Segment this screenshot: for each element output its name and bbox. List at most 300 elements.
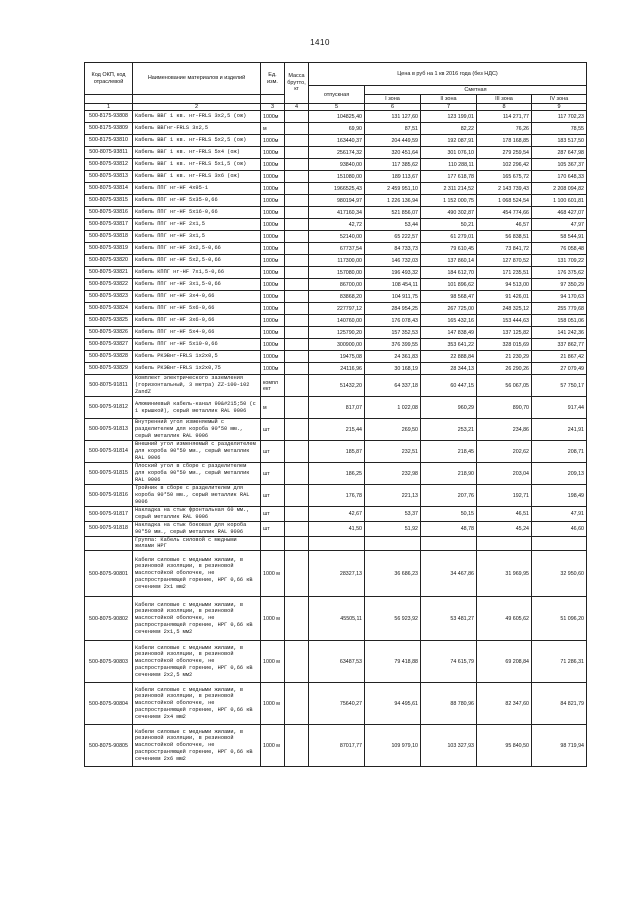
row-zone-1-price: 131 127,60 xyxy=(365,111,421,123)
row-zone-2-price: 353 641,22 xyxy=(421,339,477,351)
row-unit: 1000м xyxy=(261,207,285,219)
row-name: Внешний угол изменяемый с разделителем для короба 90*50 мм., серый металлик RAL 9006 xyxy=(133,441,261,463)
table-row xyxy=(85,147,587,159)
row-zone-4-price: 241,91 xyxy=(532,419,587,441)
row-release-price: 300900,00 xyxy=(309,339,365,351)
row-zone-2-price: 218,90 xyxy=(421,463,477,485)
row-zone-3-price: 203,04 xyxy=(477,463,532,485)
row-zone-2-price: 123 199,01 xyxy=(421,111,477,123)
row-zone-4-price: 337 862,77 xyxy=(532,339,587,351)
row-code: 500-8075-93818 xyxy=(85,231,133,243)
row-unit: 1000м xyxy=(261,327,285,339)
row-name: Кабель ВВГнг-FRLS 3х2,5 xyxy=(133,123,261,135)
row-mass xyxy=(285,363,309,375)
row-code: 500-8075-93829 xyxy=(85,363,133,375)
row-unit: 1000м xyxy=(261,363,285,375)
row-mass xyxy=(285,597,309,641)
row-zone-3-price: 26 290,26 xyxy=(477,363,532,375)
row-zone-4-price: 287 647,98 xyxy=(532,147,587,159)
row-name: Кабель ППГ нг-HF 3х2,5-0,66 xyxy=(133,243,261,255)
row-code: 500-8075-90804 xyxy=(85,683,133,725)
row-name: Кабель ППГ нг-HF 5х35-0,66 xyxy=(133,195,261,207)
row-zone-3-price: 94 513,00 xyxy=(477,279,532,291)
row-code: 500-9075-91818 xyxy=(85,521,133,536)
row-zone-1-price: 65 222,57 xyxy=(365,231,421,243)
header-zone-3: III зона xyxy=(477,95,532,104)
row-name: Кабель ВВГ 1 кв. нг-FRLS 3х2,5 (ож) xyxy=(133,111,261,123)
header-mass: Масса брутто, кг xyxy=(285,63,309,104)
row-zone-2-price: 103 327,93 xyxy=(421,725,477,767)
row-zone-3-price: 248 325,12 xyxy=(477,303,532,315)
table-row xyxy=(85,485,587,507)
row-zone-1-price: 117 385,62 xyxy=(365,159,421,171)
row-mass xyxy=(285,303,309,315)
row-code: 500-8075-93821 xyxy=(85,267,133,279)
price-table-body xyxy=(85,111,587,767)
row-zone-4-price: 47,97 xyxy=(532,219,587,231)
row-unit: м xyxy=(261,123,285,135)
row-name: Кабель ВВГ 1 кв. нг-FRLS 5х1,5 (ож) xyxy=(133,159,261,171)
row-zone-4-price: 1 100 601,81 xyxy=(532,195,587,207)
table-row xyxy=(85,159,587,171)
row-mass xyxy=(285,183,309,195)
row-release-price: 140760,00 xyxy=(309,315,365,327)
column-number: 1 xyxy=(85,104,133,111)
row-zone-1-price: 189 113,67 xyxy=(365,171,421,183)
row-mass xyxy=(285,291,309,303)
row-code: 500-8175-93809 xyxy=(85,123,133,135)
table-row xyxy=(85,291,587,303)
row-unit: 1000м xyxy=(261,159,285,171)
row-zone-2-price: 165 432,16 xyxy=(421,315,477,327)
row-code: 500-9075-91816 xyxy=(85,485,133,507)
row-name: Накладка на стык фронтальная 60 мм., серый металлик RAL 9006 xyxy=(133,507,261,522)
row-zone-3-price: 153 444,63 xyxy=(477,315,532,327)
row-mass xyxy=(285,219,309,231)
header-zone-1: I зона xyxy=(365,95,421,104)
row-release-price: 151080,00 xyxy=(309,171,365,183)
row-unit: 1000м xyxy=(261,183,285,195)
row-code: 500-8075-93811 xyxy=(85,147,133,159)
row-zone-1-price: 269,50 xyxy=(365,419,421,441)
row-zone-3-price: 56 067,05 xyxy=(477,375,532,397)
group-row xyxy=(85,536,587,551)
row-release-price: 67737,54 xyxy=(309,243,365,255)
row-zone-2-price: 98 568,47 xyxy=(421,291,477,303)
row-zone-3-price: 45,24 xyxy=(477,521,532,536)
row-zone-2-price: 177 618,78 xyxy=(421,171,477,183)
row-zone-3-price: 82 347,60 xyxy=(477,683,532,725)
row-name: Группа: Кабель силовой с медными жилами НРГ xyxy=(133,536,261,551)
row-zone-1-price: 146 732,03 xyxy=(365,255,421,267)
row-unit: 1000м xyxy=(261,135,285,147)
row-code: 500-8075-90805 xyxy=(85,725,133,767)
row-zone-2-price: 147 838,49 xyxy=(421,327,477,339)
row-release-price: 256174,32 xyxy=(309,147,365,159)
row-name: Кабель ППГ нг-HF 4х95-1 xyxy=(133,183,261,195)
row-code: 500-8075-93814 xyxy=(85,183,133,195)
row-zone-2-price xyxy=(421,536,477,551)
row-name: Внутренний угол изменяемый с разделителем для короба 90*50 мм., серый металлик RAL 9006 xyxy=(133,419,261,441)
row-mass xyxy=(285,159,309,171)
column-number: 7 xyxy=(421,104,477,111)
header-zone-2: II зона xyxy=(421,95,477,104)
row-zone-4-price: 2 208 094,82 xyxy=(532,183,587,195)
row-mass xyxy=(285,171,309,183)
row-zone-2-price: 101 896,62 xyxy=(421,279,477,291)
column-number: 9 xyxy=(532,104,587,111)
row-zone-2-price: 110 288,11 xyxy=(421,159,477,171)
header-zone-4: IV зона xyxy=(532,95,587,104)
row-mass xyxy=(285,419,309,441)
row-zone-2-price: 253,21 xyxy=(421,419,477,441)
row-zone-3-price: 279 259,54 xyxy=(477,147,532,159)
row-release-price: 125790,20 xyxy=(309,327,365,339)
row-zone-2-price: 82,22 xyxy=(421,123,477,135)
row-name: Кабель ППГ нг-HF 3х1,5-0,66 xyxy=(133,279,261,291)
row-zone-3-price: 76,26 xyxy=(477,123,532,135)
row-release-price: 417160,34 xyxy=(309,207,365,219)
row-zone-1-price: 53,37 xyxy=(365,507,421,522)
row-zone-4-price: 27 079,49 xyxy=(532,363,587,375)
row-mass xyxy=(285,315,309,327)
table-row xyxy=(85,231,587,243)
row-zone-1-price: 2 459 951,10 xyxy=(365,183,421,195)
row-name: Накладка на стык боковая для короба 90*50 мм., серый металлик RAL 9006 xyxy=(133,521,261,536)
row-zone-3-price: 46,51 xyxy=(477,507,532,522)
row-name: Кабель РКЭВнг-FRLS 1х2х0,5 xyxy=(133,351,261,363)
row-release-price: 163440,37 xyxy=(309,135,365,147)
row-zone-3-price: 69 208,84 xyxy=(477,641,532,683)
row-release-price: 51432,20 xyxy=(309,375,365,397)
row-unit: 1000м xyxy=(261,291,285,303)
header-unit-blank xyxy=(261,95,285,104)
row-mass xyxy=(285,507,309,522)
row-zone-4-price: 51 096,20 xyxy=(532,597,587,641)
row-zone-2-price: 74 615,79 xyxy=(421,641,477,683)
table-row xyxy=(85,183,587,195)
row-mass xyxy=(285,207,309,219)
row-release-price xyxy=(309,536,365,551)
row-unit: м xyxy=(261,397,285,419)
row-name: Кабель ППГ нг-HF 5х4-0,66 xyxy=(133,327,261,339)
row-zone-4-price: 105 367,37 xyxy=(532,159,587,171)
table-row xyxy=(85,551,587,597)
row-code: 500-9075-91815 xyxy=(85,463,133,485)
table-row xyxy=(85,171,587,183)
row-zone-4-price: 209,13 xyxy=(532,463,587,485)
table-row xyxy=(85,255,587,267)
row-unit: 1000м xyxy=(261,243,285,255)
row-name: Комплект электрического заземления (горизонтальный, 3 метра) ZZ-100-102 ZandZ xyxy=(133,375,261,397)
row-zone-2-price: 2 311 214,52 xyxy=(421,183,477,195)
row-release-price: 980194,97 xyxy=(309,195,365,207)
row-zone-1-price: 320 451,64 xyxy=(365,147,421,159)
row-code: 500-8075-91811 xyxy=(85,375,133,397)
row-zone-4-price: 176 375,62 xyxy=(532,267,587,279)
row-zone-2-price: 267 725,00 xyxy=(421,303,477,315)
row-mass xyxy=(285,441,309,463)
row-zone-3-price xyxy=(477,536,532,551)
row-zone-1-price: 1 226 136,94 xyxy=(365,195,421,207)
row-zone-4-price: 78,55 xyxy=(532,123,587,135)
row-mass xyxy=(285,135,309,147)
table-row xyxy=(85,315,587,327)
row-zone-2-price: 50,21 xyxy=(421,219,477,231)
row-mass xyxy=(285,147,309,159)
row-release-price: 63487,53 xyxy=(309,641,365,683)
row-zone-2-price: 1 152 000,75 xyxy=(421,195,477,207)
row-zone-2-price: 50,15 xyxy=(421,507,477,522)
row-zone-3-price: 137 125,82 xyxy=(477,327,532,339)
row-zone-3-price: 127 870,52 xyxy=(477,255,532,267)
row-release-price: 93840,00 xyxy=(309,159,365,171)
row-name: Кабель ППГ нг-HF 5х10-0,66 xyxy=(133,339,261,351)
row-code: 500-8075-93813 xyxy=(85,171,133,183)
row-release-price: 75640,27 xyxy=(309,683,365,725)
row-release-price: 176,78 xyxy=(309,485,365,507)
row-mass xyxy=(285,463,309,485)
price-table xyxy=(84,62,587,767)
row-unit: шт xyxy=(261,441,285,463)
row-zone-2-price: 218,45 xyxy=(421,441,477,463)
row-zone-2-price: 192 087,91 xyxy=(421,135,477,147)
row-code: 500-9075-91817 xyxy=(85,507,133,522)
header-code-blank xyxy=(85,95,133,104)
row-release-price: 117300,00 xyxy=(309,255,365,267)
row-zone-1-price: 376 399,55 xyxy=(365,339,421,351)
header-price-title: Цена в руб на 1 кв 2016 года (без НДС) xyxy=(309,63,587,86)
row-zone-1-price: 64 337,18 xyxy=(365,375,421,397)
row-zone-2-price: 960,29 xyxy=(421,397,477,419)
table-row xyxy=(85,207,587,219)
row-name: Кабель ППГ нг-HF 3х4-0,66 xyxy=(133,291,261,303)
row-zone-3-price: 328 015,69 xyxy=(477,339,532,351)
row-zone-3-price: 114 271,77 xyxy=(477,111,532,123)
row-mass xyxy=(285,551,309,597)
row-zone-2-price: 79 610,45 xyxy=(421,243,477,255)
row-zone-4-price: 21 867,42 xyxy=(532,351,587,363)
column-number: 6 xyxy=(365,104,421,111)
row-unit: 1000м xyxy=(261,255,285,267)
row-unit: 1000 м xyxy=(261,551,285,597)
table-row xyxy=(85,463,587,485)
row-code: 500-8075-93822 xyxy=(85,279,133,291)
row-zone-2-price: 48,78 xyxy=(421,521,477,536)
row-mass xyxy=(285,641,309,683)
row-unit: шт xyxy=(261,485,285,507)
row-zone-3-price: 234,86 xyxy=(477,419,532,441)
row-unit: 1000м xyxy=(261,339,285,351)
row-zone-3-price: 21 230,29 xyxy=(477,351,532,363)
row-unit: 1000 м xyxy=(261,641,285,683)
row-zone-4-price: 158 051,06 xyxy=(532,315,587,327)
row-unit: 1000м xyxy=(261,231,285,243)
row-code: 500-8075-93816 xyxy=(85,207,133,219)
row-zone-1-price: 87,51 xyxy=(365,123,421,135)
row-zone-4-price: 32 950,60 xyxy=(532,551,587,597)
row-mass xyxy=(285,521,309,536)
row-release-price: 52140,00 xyxy=(309,231,365,243)
row-zone-4-price: 97 350,29 xyxy=(532,279,587,291)
table-row xyxy=(85,219,587,231)
page-number: 1410 xyxy=(310,38,330,47)
row-zone-1-price: 51,92 xyxy=(365,521,421,536)
row-zone-1-price: 108 454,11 xyxy=(365,279,421,291)
row-name: Кабель ППГ нг-HF 5х16-0,66 xyxy=(133,207,261,219)
row-zone-3-price: 73 841,72 xyxy=(477,243,532,255)
row-zone-3-price: 454 774,66 xyxy=(477,207,532,219)
row-zone-1-price: 94 495,61 xyxy=(365,683,421,725)
row-unit: 1000м xyxy=(261,303,285,315)
row-zone-4-price xyxy=(532,536,587,551)
row-code: 500-8075-93828 xyxy=(85,351,133,363)
row-code: 500-8175-93810 xyxy=(85,135,133,147)
header-name-blank xyxy=(133,95,261,104)
table-row xyxy=(85,327,587,339)
row-code: 500-8075-93819 xyxy=(85,243,133,255)
table-row xyxy=(85,597,587,641)
row-mass xyxy=(285,683,309,725)
header-code: Код ОКП, код отраслевой xyxy=(85,63,133,95)
row-name: Кабели силовые с медными жилами, в резиновой изоляции, в резиновой маслостойкой оболочке, не распространяющей горение, НРГ 0,66 кВ сечением 2х6 мм2 xyxy=(133,725,261,767)
row-mass xyxy=(285,327,309,339)
table-row xyxy=(85,419,587,441)
row-zone-3-price: 95 840,50 xyxy=(477,725,532,767)
row-zone-4-price: 117 702,23 xyxy=(532,111,587,123)
table-row xyxy=(85,195,587,207)
row-name: Кабели силовые с медными жилами, в резиновой изоляции, в резиновой маслостойкой оболочке, не распространяющей горение, НРГ 0,66 кВ сечением 2х1,5 мм2 xyxy=(133,597,261,641)
row-unit: 1000м xyxy=(261,279,285,291)
row-zone-4-price: 468 427,07 xyxy=(532,207,587,219)
row-mass xyxy=(285,243,309,255)
row-zone-1-price xyxy=(365,536,421,551)
row-mass xyxy=(285,255,309,267)
row-unit: 1000 м xyxy=(261,725,285,767)
row-zone-3-price: 165 675,72 xyxy=(477,171,532,183)
table-row xyxy=(85,641,587,683)
row-zone-3-price: 890,70 xyxy=(477,397,532,419)
row-zone-1-price: 176 078,43 xyxy=(365,315,421,327)
row-mass xyxy=(285,397,309,419)
row-unit: 1000м xyxy=(261,171,285,183)
row-unit: 1000м xyxy=(261,195,285,207)
row-code: 500-8075-93825 xyxy=(85,315,133,327)
row-name: Кабель ППГ нг-HF 3х6-0,66 xyxy=(133,315,261,327)
row-mass xyxy=(285,231,309,243)
row-zone-1-price: 284 954,25 xyxy=(365,303,421,315)
column-number: 8 xyxy=(477,104,532,111)
row-code: 500-8075-93820 xyxy=(85,255,133,267)
column-number: 5 xyxy=(309,104,365,111)
row-release-price: 86700,00 xyxy=(309,279,365,291)
row-code: 500-8075-90801 xyxy=(85,551,133,597)
row-zone-1-price: 104 911,75 xyxy=(365,291,421,303)
row-zone-2-price: 137 860,14 xyxy=(421,255,477,267)
row-name: Кабель ВВГ 1 кв. нг-FRLS 5х4 (ож) xyxy=(133,147,261,159)
row-zone-2-price: 88 780,96 xyxy=(421,683,477,725)
table-row xyxy=(85,111,587,123)
table-row xyxy=(85,267,587,279)
row-name: Кабель КППГ нг-HF 7х1,5-0,66 xyxy=(133,267,261,279)
row-name: Кабель ППГ нг-HF 5х2,5-0,66 xyxy=(133,255,261,267)
row-code xyxy=(85,536,133,551)
row-zone-4-price: 71 286,31 xyxy=(532,641,587,683)
row-zone-1-price: 157 352,53 xyxy=(365,327,421,339)
table-row xyxy=(85,243,587,255)
row-unit xyxy=(261,536,285,551)
row-name: Кабель ППГ нг-HF 2х1,5 xyxy=(133,219,261,231)
table-row xyxy=(85,123,587,135)
row-name: Плоский угол в сборе с разделителем для короба 90*50 мм., серый металлик RAL 9006 xyxy=(133,463,261,485)
row-zone-3-price: 202,62 xyxy=(477,441,532,463)
row-release-price: 1966525,43 xyxy=(309,183,365,195)
row-name: Кабель ППГ нг-HF 5х6-0,66 xyxy=(133,303,261,315)
row-release-price: 104825,40 xyxy=(309,111,365,123)
row-unit: шт xyxy=(261,507,285,522)
row-zone-2-price: 34 467,86 xyxy=(421,551,477,597)
row-name: Кабель ППГ нг-HF 3х1,5 xyxy=(133,231,261,243)
row-release-price: 215,44 xyxy=(309,419,365,441)
row-zone-4-price: 198,49 xyxy=(532,485,587,507)
row-zone-1-price: 24 361,83 xyxy=(365,351,421,363)
row-zone-3-price: 1 068 524,54 xyxy=(477,195,532,207)
row-zone-2-price: 60 447,15 xyxy=(421,375,477,397)
row-code: 500-8075-90803 xyxy=(85,641,133,683)
row-zone-3-price: 91 426,01 xyxy=(477,291,532,303)
row-zone-3-price: 102 296,42 xyxy=(477,159,532,171)
row-release-price: 24116,96 xyxy=(309,363,365,375)
row-zone-3-price: 171 235,51 xyxy=(477,267,532,279)
row-unit: шт xyxy=(261,419,285,441)
row-release-price: 69,90 xyxy=(309,123,365,135)
row-mass xyxy=(285,111,309,123)
row-zone-1-price: 56 923,92 xyxy=(365,597,421,641)
table-row xyxy=(85,339,587,351)
row-zone-1-price: 84 733,73 xyxy=(365,243,421,255)
row-release-price: 41,50 xyxy=(309,521,365,536)
row-zone-4-price: 131 709,22 xyxy=(532,255,587,267)
row-mass xyxy=(285,725,309,767)
row-zone-2-price: 61 279,01 xyxy=(421,231,477,243)
row-unit: 1000м xyxy=(261,267,285,279)
row-unit: шт xyxy=(261,463,285,485)
row-zone-1-price: 521 856,07 xyxy=(365,207,421,219)
row-zone-4-price: 183 517,50 xyxy=(532,135,587,147)
row-code: 500-8075-93812 xyxy=(85,159,133,171)
row-unit: 1000м xyxy=(261,147,285,159)
row-zone-1-price: 196 493,32 xyxy=(365,267,421,279)
row-unit: 1000м xyxy=(261,219,285,231)
row-mass xyxy=(285,536,309,551)
row-zone-1-price: 232,51 xyxy=(365,441,421,463)
table-row xyxy=(85,507,587,522)
row-zone-4-price: 57 750,17 xyxy=(532,375,587,397)
table-row xyxy=(85,279,587,291)
row-zone-1-price: 1 022,08 xyxy=(365,397,421,419)
table-row xyxy=(85,303,587,315)
row-zone-3-price: 178 168,85 xyxy=(477,135,532,147)
row-mass xyxy=(285,267,309,279)
row-zone-1-price: 232,98 xyxy=(365,463,421,485)
row-zone-1-price: 79 418,88 xyxy=(365,641,421,683)
row-code: 500-8175-93808 xyxy=(85,111,133,123)
row-mass xyxy=(285,375,309,397)
table-row xyxy=(85,135,587,147)
table-row xyxy=(85,397,587,419)
row-zone-3-price: 31 969,95 xyxy=(477,551,532,597)
row-zone-3-price: 192,71 xyxy=(477,485,532,507)
